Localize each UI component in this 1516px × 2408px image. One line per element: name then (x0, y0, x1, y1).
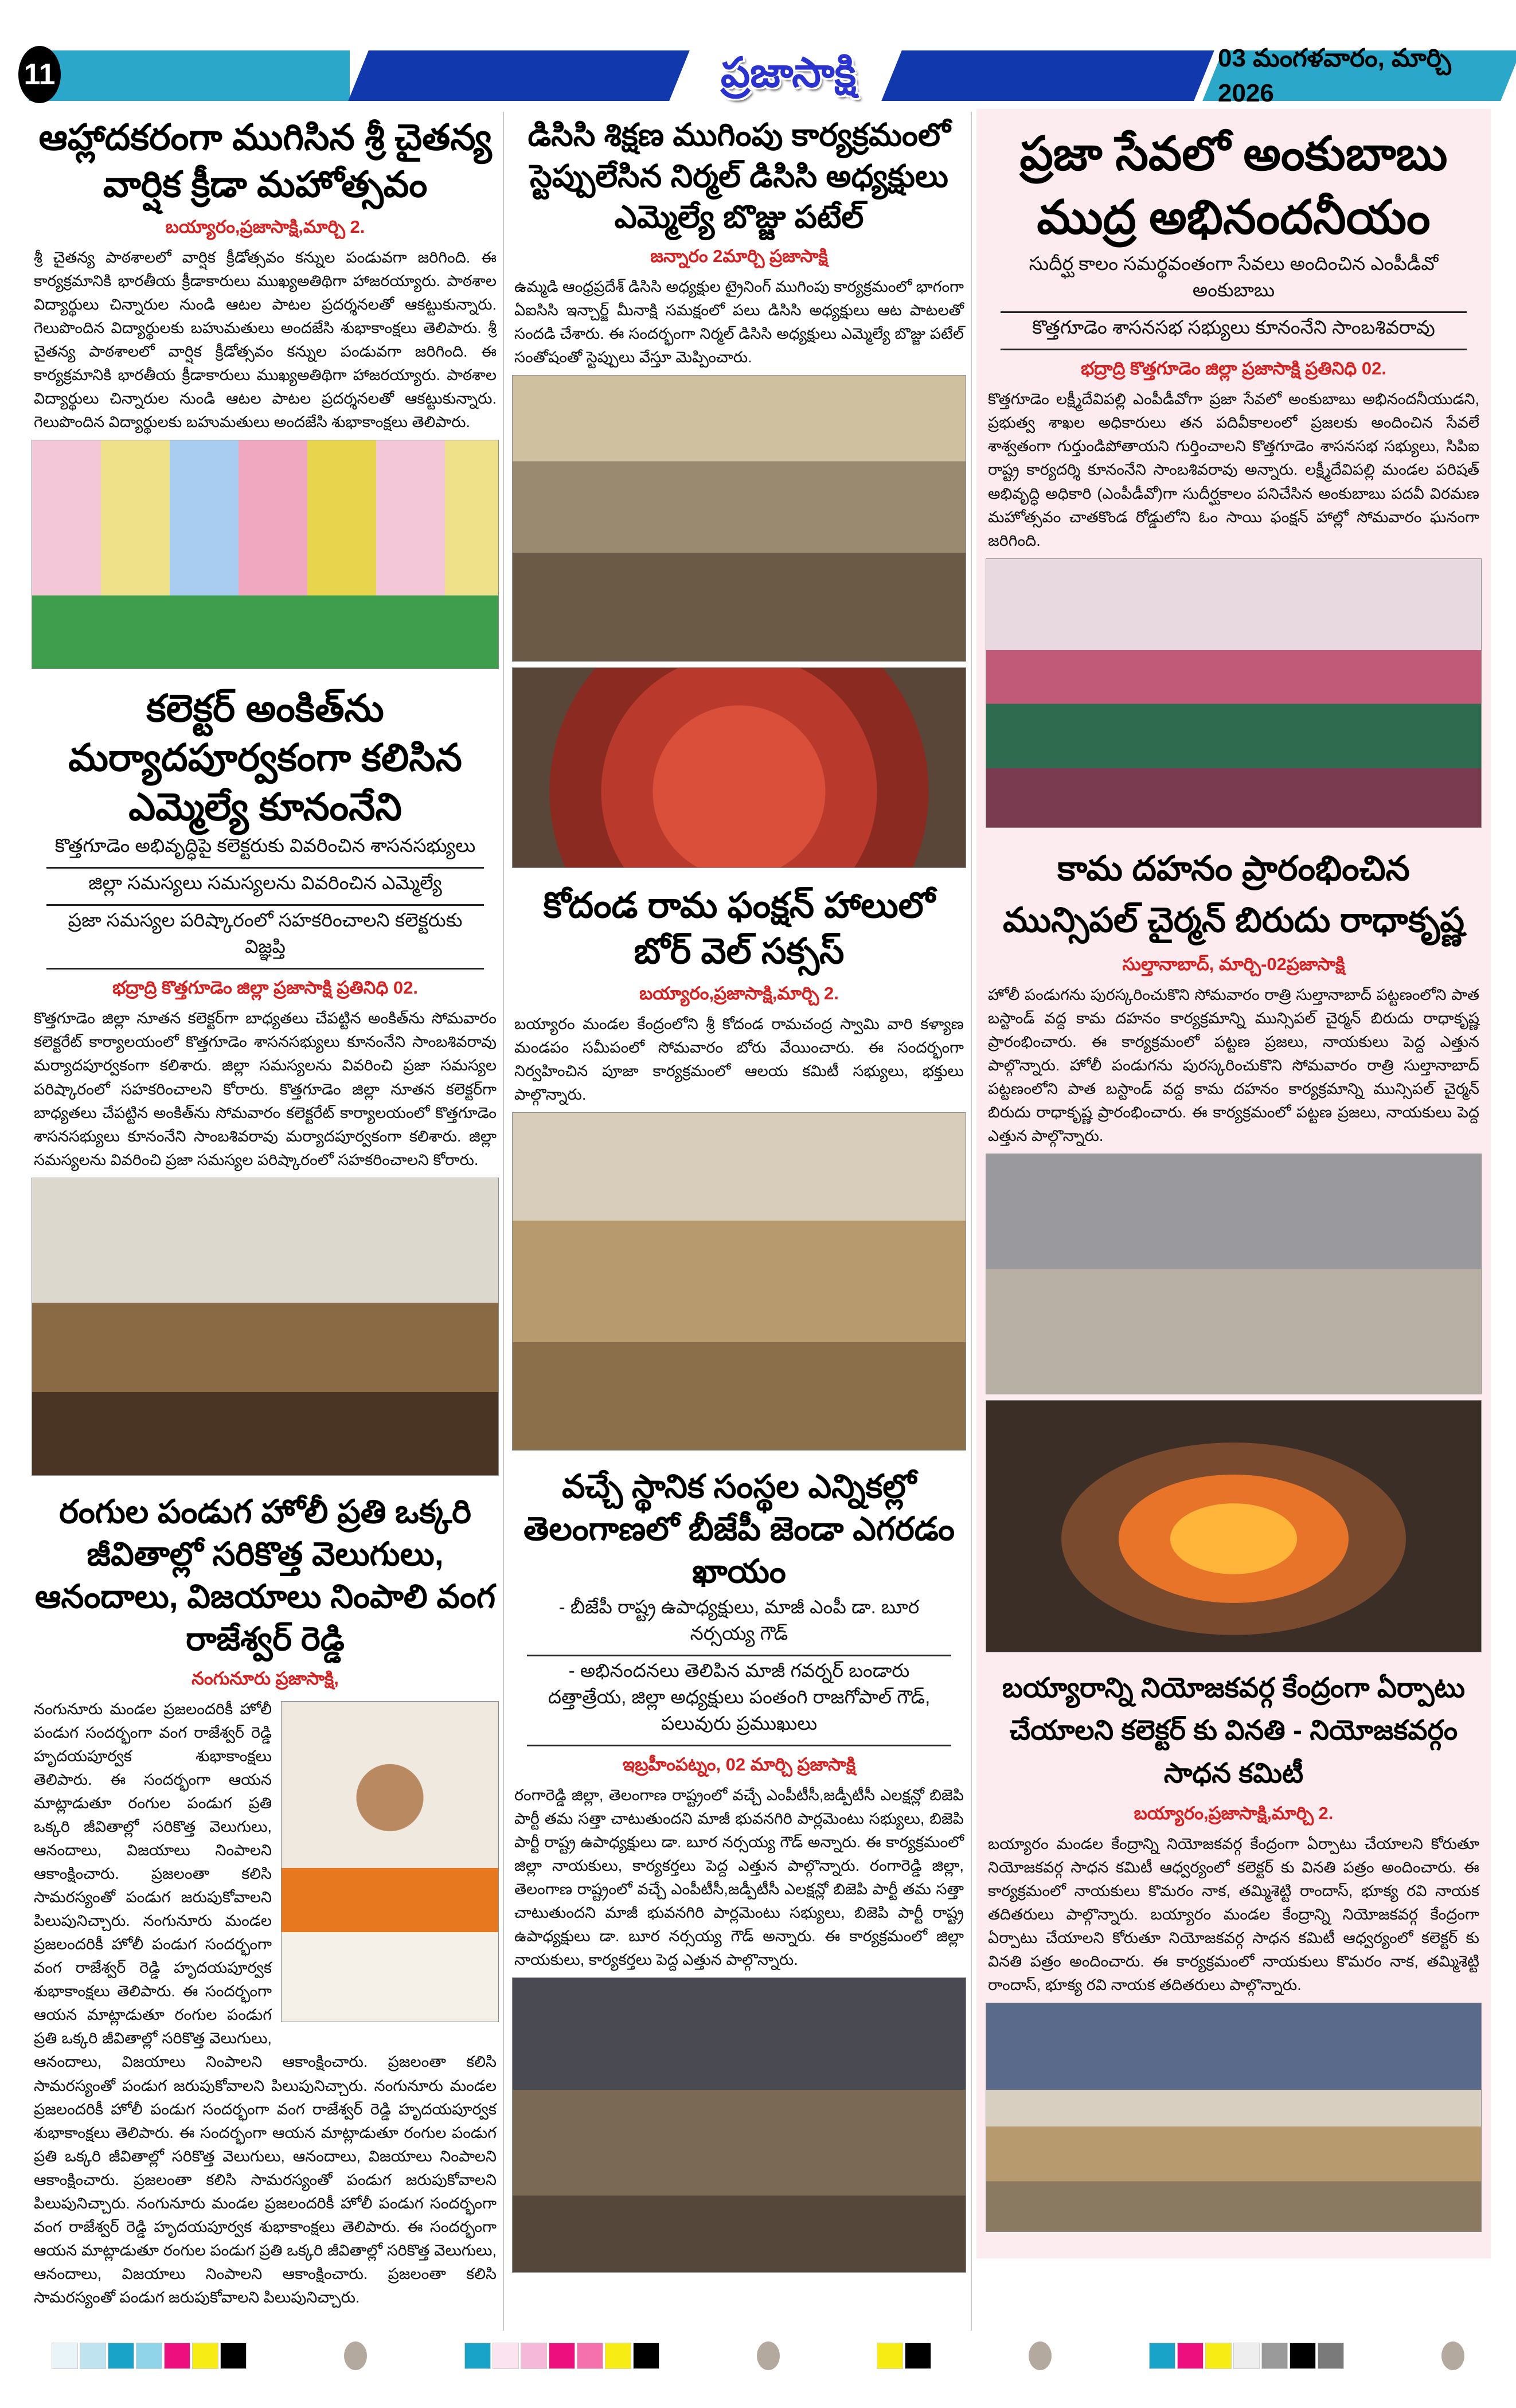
color-swatch (164, 2343, 190, 2369)
article-sports-fest (32, 115, 499, 669)
color-swatch (605, 2343, 631, 2369)
dateline: జన్నారం 2మార్చి ప్రజాసాక్షి (650, 245, 828, 266)
column-left (32, 109, 499, 2324)
header-blue-bar-left (348, 50, 690, 101)
headline: కలెక్టర్ అంకిత్‌ను మర్యాదపూర్వకంగా కలిసిన ఎమ్మెల్యే కూనంనేని (68, 687, 462, 828)
color-swatch (220, 2343, 247, 2369)
color-swatch (1177, 2343, 1204, 2369)
dateline: బయ్యారం,ప్రజాసాక్షి,మార్చి 2. (165, 216, 365, 237)
headline: డిసిసి శిక్షణ ముగింపు కార్యక్రమంలో స్టెప్పులేసిన నిర్మల్ డిసిసి అధ్యక్షులు ఎమ్మెల్యే బొజ్జు పటేల్ (528, 117, 951, 234)
article-body: రంగారెడ్డి జిల్లా, తెలంగాణ రాష్ట్రంలో వచ్చే ఎంపీటీసీ,జడ్పీటీసీ ఎలక్షన్లో బిజెపి పార్టీ తమ సత్తా చాటుతుందని మాజీ భువనగిరి పార్లమెంటు సభ్యులు, బిజెపి పార్టీ రాష్ట్ర ఉపాధ్యక్షులు డా. బూర నర్సయ్య గౌడ్ అన్నారు. ఈ కార్యక్రమంలో జిల్లా నాయకులు, కార్యకర్తలు పెద్ద ఎత్తున పాల్గొన్నారు. రంగారెడ్డి జిల్లా, తెలంగాణ రాష్ట్రంలో వచ్చే ఎంపీటీసీ,జడ్పీటీసీ ఎలక్షన్లో బిజెపి పార్టీ తమ సత్తా చాటుతుందని మాజీ భువనగిరి పార్లమెంటు సభ్యులు, బిజెపి పార్టీ రాష్ట్ర ఉపాధ్యక్షులు డా. బూర నర్సయ్య గౌడ్ అన్నారు. ఈ కార్యక్రమంలో జిల్లా నాయకులు, కార్యకర్తలు పెద్ద ఎత్తున పాల్గొన్నారు. (514, 1787, 964, 1969)
headline: కామ దహనం ప్రారంభించిన మున్సిపల్ చైర్మన్ బిరుదు రాధాకృష్ణ (1002, 849, 1465, 939)
photo-leader-portrait (281, 1701, 499, 2022)
color-swatch (1149, 2343, 1175, 2369)
article-body: శ్రీ చైతన్య పాఠశాలలో వార్షిక క్రీడోత్సవం కన్నుల పండువగా జరిగింది. ఈ కార్యక్రమానికి భారతీయ క్రీడాకారులు ముఖ్యఅతిథిగా హాజరయ్యారు. పాఠశాల విద్యార్థులు చిన్నారుల నుండి ఆటల పాటల ప్రదర్శనలతో ఆకట్టుకున్నారు. గెలుపొందిన విద్యార్థులకు బహుమతులు అందజేసి శుభాకాంక్షలు తెలిపారు. శ్రీ చైతన్య పాఠశాలలో వార్షిక క్రీడోత్సవం కన్నుల పండువగా జరిగింది. ఈ కార్యక్రమానికి భారతీయ క్రీడాకారులు ముఖ్యఅతిథిగా హాజరయ్యారు. పాఠశాల విద్యార్థులు చిన్నారుల నుండి ఆటల పాటల ప్రదర్శనలతో ఆకట్టుకున్నారు. గెలుపొందిన విద్యార్థులకు బహుమతులు అందజేసి శుభాకాంక్షలు తెలిపారు. (34, 248, 497, 431)
article-body: బయ్యారం మండల కేంద్రంలోని శ్రీ కోదండ రామచంద్ర స్వామి వారి కళ్యాణ మండపం సమీపంలో సోమవారం బోరు వేయించారు. ఈ సందర్భంగా నిర్వహించిన పూజా కార్యక్రమంలో ఆలయ కమిటీ సభ్యులు, భక్తులు పాల్గొన్నారు. (514, 1015, 964, 1103)
article-mpdo-farewell (986, 123, 1482, 828)
page-number: 11 (24, 58, 56, 91)
color-swatch (877, 2343, 903, 2369)
photo-collectorate-meeting (986, 2003, 1482, 2232)
photo-school-children-group (32, 440, 499, 669)
photo-bjp-leaders-garlanded (512, 1977, 966, 2273)
dateline: ఇబ్రహీంపట్నం, 02 మార్చి ప్రజాసాక్షి (622, 1754, 856, 1775)
color-swatch-group (877, 2343, 931, 2369)
color-swatch (80, 2343, 106, 2369)
subhead: సుదీర్ఘ కాలం సమర్థవంతంగా సేవలు అందించిన ఎంపీడీవో అంకుబాబు (1001, 253, 1467, 313)
dateline: భద్రాద్రి కొత్తగూడెం జిల్లా ప్రజాసాక్షి ప్రతినిధి 02. (1081, 358, 1386, 379)
subhead: - అభినందనలు తెలిపిన మాజీ గవర్నర్ బండారు దత్తాత్రేయ, జిల్లా అధ్యక్షులు పంతంగి రాజగోపాల్ గౌడ్, పలువురు ప్రముఖులు (527, 1660, 951, 1746)
color-swatch-group (1149, 2343, 1344, 2369)
photo-holika-bonfire (986, 1400, 1482, 1652)
color-swatch (633, 2343, 659, 2369)
photo-mla-dancing (512, 667, 966, 868)
article-body: బయ్యారం మండల కేంద్రాన్ని నియోజకవర్గ కేంద్రంగా ఏర్పాటు చేయాలని కోరుతూ నియోజకవర్గ సాధన కమిటీ ఆధ్వర్యంలో కలెక్టర్ కు వినతి పత్రం అందించారు. ఈ కార్యక్రమంలో నాయకులు కొమరం నాక, తమ్మిశెట్టి రాందాస్, భూక్య రవి నాయక తదితరులు పాల్గొన్నారు. బయ్యారం మండల కేంద్రాన్ని నియోజకవర్గ కేంద్రంగా ఏర్పాటు చేయాలని కోరుతూ నియోజకవర్గ సాధన కమిటీ ఆధ్వర్యంలో కలెక్టర్ కు వినతి పత్రం అందించారు. ఈ కార్యక్రమంలో నాయకులు కొమరం నాక, తమ్మిశెట్టి రాందాస్, భూక్య రవి నాయక తదితరులు పాల్గొన్నారు. (988, 1835, 1479, 1994)
column-divider-right (971, 112, 972, 2331)
column-divider-left (503, 112, 504, 2331)
headline: ఆహ్లాదకరంగా ముగిసిన శ్రీ చైతన్య వార్షిక క్రీడా మహోత్సవం (38, 118, 492, 205)
header-cyan-bar-left (29, 50, 350, 101)
color-swatch (136, 2343, 162, 2369)
subhead: ప్రజా సమస్యల పరిష్కారంలో సహకరించాలని కలెక్టరుకు విజ్ఞప్తి (46, 909, 484, 970)
dateline: నంగునూరు ప్రజాసాక్షి, (192, 1668, 339, 1689)
article-mla-meets-collector (32, 684, 499, 1476)
headline: బయ్యారాన్ని నియోజకవర్గ కేంద్రంగా ఏర్పాటు చేయాలని కలెక్టర్ కు వినతి - నియోజకవర్గం సాధన కమిటీ (1002, 1672, 1466, 1789)
color-swatch (905, 2343, 931, 2369)
headline: రంగుల పండుగ హోలీ ప్రతి ఒక్కరి జీవితాల్లో సరికొత్త వెలుగులు, ఆనందాలు, విజయాలు నింపాలి వంగ రాజేశ్వర్ రెడ్డి (34, 1493, 496, 1658)
photo-training-event-stage (512, 375, 966, 662)
subhead: - బీజేపీ రాష్ట్ర ఉపాధ్యక్షులు, మాజీ ఎంపీ డా. బూర నర్సయ్య గౌడ్ (527, 1596, 951, 1656)
article-body: కొత్తగూడెం లక్ష్మీదేవిపల్లి ఎంపీడీవోగా ప్రజా సేవలో అంకుబాబు అభినందనీయుడని, ప్రభుత్వ శాఖల అధికారులు తన పదివీకాలంలో ప్రజలకు అందించిన సేవలే శాశ్వతంగా గుర్తుండిపోతాయని గుర్తించాలని కొత్తగూడెం శాసనసభ సభ్యులు, సిపిఐ రాష్ట్ర కార్యదర్శి కూనంనేని సాంబశివరావు అన్నారు. లక్ష్మీదేవిపల్లి మండల పరిషత్ అభివృద్ధి అధికారి (ఎంపీడీవో)గా సుదీర్ఘకాలం పనిచేసిన అంకుబాబు పదవీ విరమణ మహోత్సవం చాతకొండ రోడ్డులోని ఓం సాయి ఫంక్షన్ హాల్లో సోమవారం ఘనంగా జరిగింది. (988, 390, 1479, 549)
headline: కోదండ రామ ఫంక్షన్ హాలులో బోర్ వెల్ సక్సస్ (543, 885, 935, 972)
color-swatch-group (464, 2343, 659, 2369)
color-swatch-group (52, 2343, 247, 2369)
photo-street-gathering (986, 1154, 1482, 1394)
color-swatch (577, 2343, 603, 2369)
dateline: బయ్యారం,ప్రజాసాక్షి,మార్చి 2. (1134, 1803, 1334, 1823)
photo-collector-office-meeting (32, 1178, 499, 1476)
dateline: బయ్యారం,ప్రజాసాక్షి,మార్చి 2. (639, 983, 839, 1003)
registration-oval (757, 2341, 780, 2370)
article-bjp-local-elections (512, 1465, 966, 2273)
masthead-logo: ప్రజాసాక్షి (720, 50, 857, 96)
dateline: భద్రాద్రి కొత్తగూడెం జిల్లా ప్రజాసాక్షి ప్రతినిధి 02. (112, 978, 418, 998)
article-dcc-training (512, 115, 966, 868)
registration-oval (1441, 2341, 1464, 2370)
subhead: జిల్లా సమస్యలు సమస్యలను వివరించిన ఎమ్మెల్యే (46, 872, 484, 906)
color-swatch (1233, 2343, 1260, 2369)
article-kama-dahanam (986, 843, 1482, 1652)
print-registration-bar (0, 2340, 1516, 2371)
photo-felicitation-cake (986, 558, 1482, 828)
article-holi-greetings (32, 1491, 499, 2309)
color-swatch (1261, 2343, 1288, 2369)
header-blue-bar-right (881, 50, 1214, 101)
subhead: కొత్తగూడెం అభివృద్ధిపై కలెక్టరుకు వివరించిన శాసనసభ్యులు (46, 835, 484, 869)
headline: వచ్చే స్థానిక సంస్థల ఎన్నికల్లో తెలంగాణలో బీజేపీ జెండా ఎగరడం ఖాయం (523, 1468, 955, 1590)
page-number-badge (18, 46, 61, 103)
registration-oval (1029, 2341, 1052, 2370)
headline: ప్రజా సేవలో అంకుబాబు ముద్ర అభినందనీయం (1019, 128, 1448, 244)
color-swatch (52, 2343, 78, 2369)
article-body: కొత్తగూడెం జిల్లా నూతన కలెక్టర్‌గా బాధ్యతలు చేపట్టిన అంకిత్‌ను సోమవారం కలెక్టరేట్ కార్యాలయంలో కొత్తగూడెం శాసనసభ్యులు కూనంనేని సాంబశివరావు మర్యాదపూర్వకంగా కలిశారు. జిల్లా సమస్యలను వివరించి ప్రజా సమస్యల పరిష్కారంలో సహకరించాలని కోరారు. కొత్తగూడెం జిల్లా నూతన కలెక్టర్‌గా బాధ్యతలు చేపట్టిన అంకిత్‌ను సోమవారం కలెక్టరేట్ కార్యాలయంలో కొత్తగూడెం శాసనసభ్యులు కూనంనేని సాంబశివరావు మర్యాదపూర్వకంగా కలిశారు. జిల్లా సమస్యలను వివరించి ప్రజా సమస్యల పరిష్కారంలో సహకరించాలని కోరారు. (34, 1010, 497, 1168)
article-body: హోలీ పండుగను పురస్కరించుకొని సోమవారం రాత్రి సుల్తానాబాద్ పట్టణంలోని పాత బస్టాండ్ వద్ద కామ దహనం కార్యక్రమాన్ని మున్సిపల్ చైర్మన్ బిరుదు రాధాకృష్ణ ప్రారంభించారు. ఈ కార్యక్రమంలో పట్టణ ప్రజలు, నాయకులు పెద్ద ఎత్తున పాల్గొన్నారు. హోలీ పండుగను పురస్కరించుకొని సోమవారం రాత్రి సుల్తానాబాద్ పట్టణంలోని పాత బస్టాండ్ వద్ద కామ దహనం కార్యక్రమాన్ని మున్సిపల్ చైర్మన్ బిరుదు రాధాకృష్ణ ప్రారంభించారు. ఈ కార్యక్రమంలో పట్టణ ప్రజలు, నాయకులు పెద్ద ఎత్తున పాల్గొన్నారు. (988, 986, 1479, 1144)
article-body: నంగునూరు మండల ప్రజలందరికీ హోలీ పండుగ సందర్భంగా వంగ రాజేశ్వర్ రెడ్డి హృదయపూర్వక శుభాకాంక్షలు తెలిపారు. ఈ సందర్భంగా ఆయన మాట్లాడుతూ రంగుల పండుగ ప్రతి ఒక్కరి జీవితాల్లో సరికొత్త వెలుగులు, ఆనందాలు, విజయాలు నింపాలని ఆకాంక్షించారు. ప్రజలంతా కలిసి సామరస్యంతో పండుగ జరుపుకోవాలని పిలుపునిచ్చారు. నంగునూరు మండల ప్రజలందరికీ హోలీ పండుగ సందర్భంగా వంగ రాజేశ్వర్ రెడ్డి హృదయపూర్వక శుభాకాంక్షలు తెలిపారు. ఈ సందర్భంగా ఆయన మాట్లాడుతూ రంగుల పండుగ ప్రతి ఒక్కరి జీవితాల్లో సరికొత్త వెలుగులు, ఆనందాలు, విజయాలు నింపాలని ఆకాంక్షించారు. ప్రజలంతా కలిసి సామరస్యంతో పండుగ జరుపుకోవాలని పిలుపునిచ్చారు. నంగునూరు మండల ప్రజలందరికీ హోలీ పండుగ సందర్భంగా వంగ రాజేశ్వర్ రెడ్డి హృదయపూర్వక శుభాకాంక్షలు తెలిపారు. ఈ సందర్భంగా ఆయన మాట్లాడుతూ రంగుల పండుగ ప్రతి ఒక్కరి జీవితాల్లో సరికొత్త వెలుగులు, ఆనందాలు, విజయాలు నింపాలని ఆకాంక్షించారు. ప్రజలంతా కలిసి సామరస్యంతో పండుగ జరుపుకోవాలని పిలుపునిచ్చారు. నంగునూరు మండల ప్రజలందరికీ హోలీ పండుగ సందర్భంగా వంగ రాజేశ్వర్ రెడ్డి హృదయపూర్వక శుభాకాంక్షలు తెలిపారు. ఈ సందర్భంగా ఆయన మాట్లాడుతూ రంగుల పండుగ ప్రతి ఒక్కరి జీవితాల్లో సరికొత్త వెలుగులు, ఆనందాలు, విజయాలు నింపాలని ఆకాంక్షించారు. ప్రజలంతా కలిసి సామరస్యంతో పండుగ జరుపుకోవాలని పిలుపునిచ్చారు. (34, 1701, 497, 2306)
color-swatch (521, 2343, 547, 2369)
color-swatch (108, 2343, 134, 2369)
subhead: కొత్తగూడెం శాసనసభ సభ్యులు కూనంనేని సాంబశివరావు (1001, 316, 1467, 350)
article-constituency-demand (986, 1667, 1482, 2232)
edition-date: 03 మంగళవారం, మార్చి 2026 (1218, 44, 1451, 107)
color-swatch (493, 2343, 519, 2369)
color-swatch (549, 2343, 575, 2369)
dateline: సుల్తానాబాద్, మార్చి-02ప్రజాసాక్షి (1122, 953, 1345, 974)
color-swatch (1205, 2343, 1232, 2369)
column-middle (512, 109, 966, 2288)
color-swatch (1290, 2343, 1316, 2369)
column-right (976, 109, 1491, 2258)
registration-oval (344, 2341, 367, 2370)
color-swatch (1318, 2343, 1344, 2369)
photo-borewell-crowd (512, 1112, 966, 1451)
article-borewell-success (512, 883, 966, 1451)
color-swatch (192, 2343, 218, 2369)
color-swatch (464, 2343, 491, 2369)
article-body: ఉమ్మడి ఆంధ్రప్రదేశ్ డిసిసి అధ్యక్షుల ట్రైనింగ్ ముగింపు కార్యక్రమంలో భాగంగా ఏఐసిసి ఇన్చార్జ్ మీనాక్షి సమక్షంలో పలు డిసిసి అధ్యక్షులు ఆట పాటలతో సందడి చేశారు. ఈ సందర్భంగా నిర్మల్ డిసిసి అధ్యక్షులు ఎమ్మెల్యే బొజ్జు పటేల్ సంతోషంతో స్టెప్పులు వేస్తూ మెప్పించారు. (514, 277, 964, 366)
